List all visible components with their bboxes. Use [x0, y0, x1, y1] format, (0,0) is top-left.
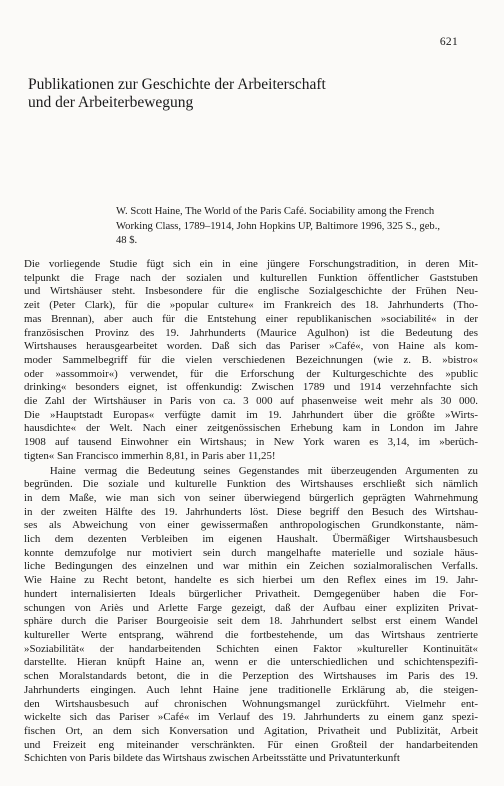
body-line: hausdichte« der Welt. Nach einer zeitgenössischen Erhebung kam in London im Jahre: [24, 422, 478, 435]
body-line: Die »Hauptstadt Europas« verfügte damit im 19. Jahrhundert über die größte »Wirts-: [24, 408, 478, 421]
body-line: in dem Maße, wie man sich von seiner überwiegend bürgerlich geprägten Wahrnehmung: [24, 491, 478, 504]
section-title-line: Publikationen zur Geschichte der Arbeiterschaft: [28, 76, 326, 93]
body-line: oder »assommoir«) verwendet, für die Erforschung der Kulturgeschichte des »public: [24, 367, 478, 380]
citation-line: Working Class, 1789–1914, John Hopkins UP, Baltimore 1996, 325 S., geb.,: [116, 220, 441, 232]
body-line: kultureller Werte entsprang, während die fortbestehende, um das Wirtshaus zentrierte: [24, 628, 478, 641]
body-line: Wirtshauses herausgearbeitet worden. Daß sich das Pariser »Café«, von Haine als kom-: [24, 340, 478, 353]
body-line: sphäre durch die Pariser Bourgeoisie seit dem 18. Jahrhundert selbst erst einem Wandel: [24, 615, 478, 628]
body-line: zeit (Peter Clark), für die »popular culture« im Frankreich des 18. Jahrhunderts (Tho-: [24, 299, 478, 312]
body-line: mas Brennan), aber auch für die Entstehung einer republikanischen »sociabilité« in der: [24, 312, 478, 325]
citation-line: W. Scott Haine, The World of the Paris Café. Sociability among the French: [116, 206, 435, 217]
body-line: »Soziabilität« der handarbeitenden Schichten einen Faktor »kultureller Kontinuität«: [24, 642, 478, 655]
citation-line: 48 $.: [116, 235, 138, 247]
body-line: wickelte sich das Pariser »Café« im Verlauf des 19. Jahrhunderts zu einem ganz spezi-: [24, 711, 478, 724]
body-line: in der zweiten Hälfte des 19. Jahrhunderts löst. Diese begriff den Besuch des Wirtshau-: [24, 505, 478, 518]
body-line: französischen Provinz des 19. Jahrhunderts (Maurice Agulhon) ist die Bedeutung des: [24, 326, 478, 339]
body-line: schen Moralstandards betont, die in die Perzeption des Wirtshauses im Paris des 19.: [24, 670, 478, 683]
body-line: Haine vermag die Bedeutung seines Gegenstandes mit überzeugenden Argumenten zu: [24, 464, 478, 477]
body-line: drinking« besonders eignet, ist offenkundig: Zwischen 1789 und 1914 verzehnfachte sich: [24, 381, 478, 394]
body-line: 1908 auf tausend Einwohner ein Wirtshaus; in New York waren es 3,14, im »berüch-: [24, 436, 478, 449]
page-number: 621: [439, 36, 458, 48]
body-line: den Wirtshausbesuch auf chronischen Wohnungsmangel zurückführt. Vielmehr ent-: [24, 697, 478, 710]
body-line: Wie Haine zu Recht betont, handelte es sich hierbei um den Reflex eines im 19. Jahr-: [24, 574, 478, 587]
body-line: darstellte. Hieran knüpft Haine an, wenn er die unterschiedlichen und schichtenspezifi-: [24, 656, 478, 669]
body-line: tigten« San Francisco immerhin 8,81, in Paris aber 11,25!: [24, 449, 276, 462]
section-title: [28, 76, 408, 112]
body-line: telpunkt die Frage nach der sozialen und kulturellen Funktion öffentlicher Gaststuben: [24, 271, 478, 284]
body-line: und Wirtshäuser steht. Insbesondere für die englische Sozialgeschichte der Frühen Neu-: [24, 285, 478, 298]
body-paragraph: [24, 258, 478, 464]
body-line: Schichten von Paris bildete das Wirtshaus zwischen Arbeitsstätte und Privatunterkunft: [24, 752, 400, 765]
body-line: Jahrhunderts eingingen. Auch lehnt Haine jene traditionelle Erklärung ab, die steigen-: [24, 683, 478, 696]
body-line: schungen von Ariès und Arlette Farge gezeigt, daß der Aufbau einer expliziten Privat-: [24, 601, 478, 614]
body-line: und Freizeit eng miteinander verschränkten. Für einen Großteil der handarbeitenden: [24, 738, 478, 751]
body-line: hundert internalisierten Ideals bürgerlicher Privatheit. Demgegenüber haben die For-: [24, 587, 478, 600]
body-line: die Zahl der Wirtshäuser in Paris von ca. 3 000 auf phasenweise weit mehr als 30 000.: [24, 395, 478, 408]
body-line: lich dem dezenten Verbleiben im eigenen Haushalt. Übermäßiger Wirtshausbesuch: [24, 533, 478, 546]
body-line: liche Bedingungen des einzelnen und war mithin ein Zeichen sozialmoralischen Verfalls.: [24, 560, 478, 573]
body-line: begründen. Die soziale und kulturelle Funktion des Wirtshauses erschließt sich nämlich: [24, 478, 478, 491]
body-line: fischen Ort, an dem sich Konversation und Agitation, Privatheit und Publizität, Arbeit: [24, 724, 478, 737]
body-line: konnte demzufolge nur motiviert sein durch mangelhafte materielle und soziale häus-: [24, 546, 478, 559]
body-line: Die vorliegende Studie fügt sich ein in eine jüngere Forschungstradition, in deren Mit-: [24, 258, 478, 270]
body-line: moder Sammelbegriff für die vielen verschiedenen Bezeichnungen (wie z. B. »bistro«: [24, 353, 478, 366]
review-body: [24, 258, 478, 767]
section-title-line: und der Arbeiterbewegung: [28, 94, 194, 111]
body-paragraph: [24, 465, 478, 766]
book-citation: [116, 205, 466, 249]
body-line: ses als Abweichung von einer gewissermaßen anthropologischen Grundkonstante, näm-: [24, 519, 478, 532]
